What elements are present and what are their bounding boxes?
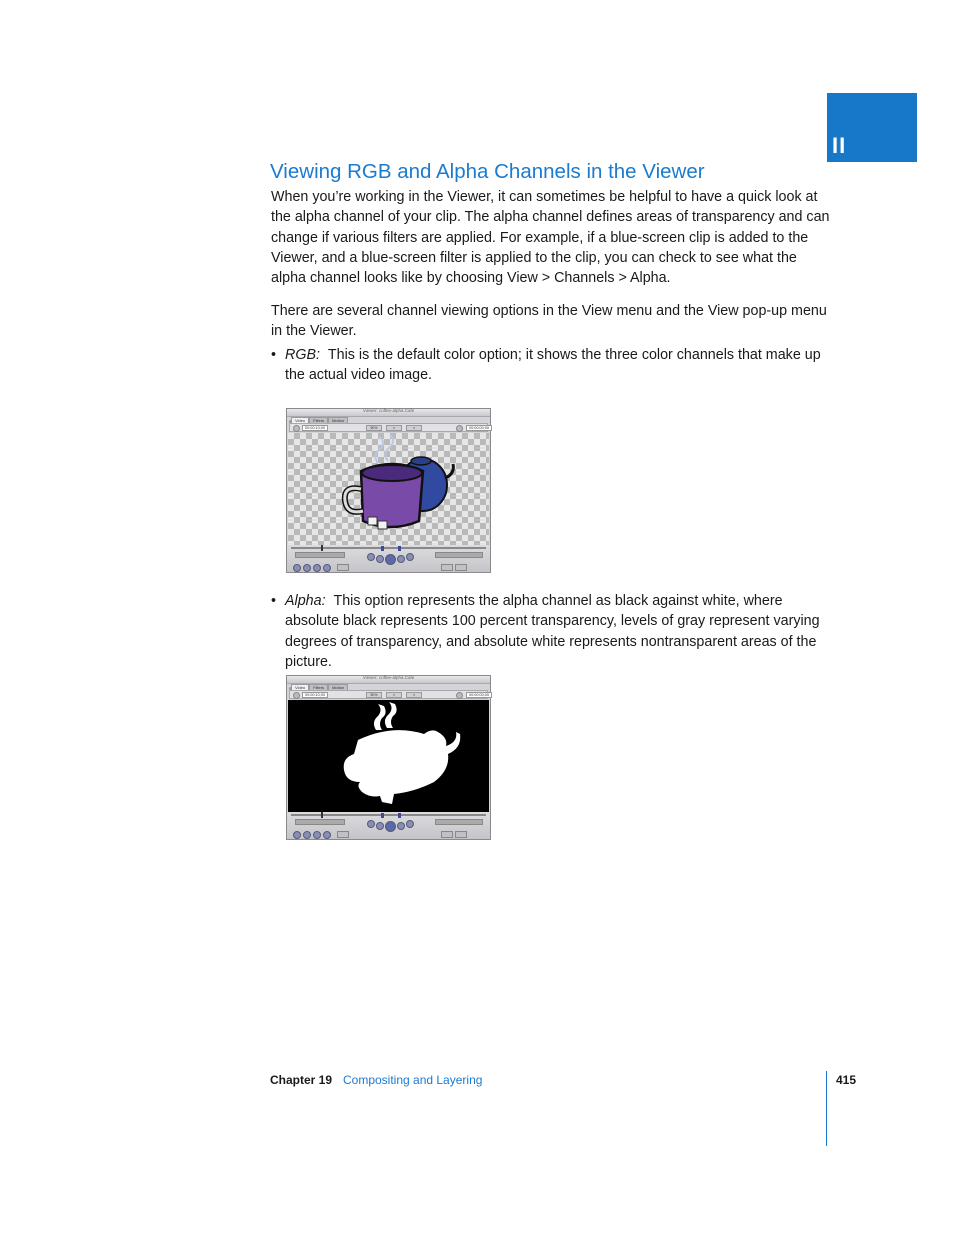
viewer-titlebar [287, 409, 490, 417]
coffee-cup-image [288, 433, 489, 545]
bullet-symbol: • [271, 593, 277, 609]
tab-filters[interactable]: Filters [309, 417, 328, 424]
add-marker-button[interactable] [323, 831, 331, 839]
mark-in-out-button[interactable] [337, 564, 349, 571]
footer-divider [826, 1071, 827, 1146]
mark-clip-button[interactable] [303, 831, 311, 839]
bullet-description: This is the default color option; it shows the three color channels that make up the actual video image. [285, 347, 821, 384]
mark-in-out-button[interactable] [337, 831, 349, 838]
audio-knob-icon[interactable] [293, 692, 300, 699]
match-frame-button[interactable] [293, 564, 301, 572]
recent-clips-button[interactable] [441, 831, 453, 838]
generator-button[interactable] [455, 831, 467, 838]
play-in-to-out-button[interactable] [367, 553, 375, 561]
footer-chapter-label: Chapter 19 [270, 1073, 333, 1087]
steam-icon [375, 437, 383, 463]
scrubber-bar[interactable] [291, 814, 486, 816]
steam-matte [374, 704, 386, 730]
play-in-to-out-button[interactable] [367, 820, 375, 828]
page-number: 415 [836, 1073, 857, 1087]
duration-timecode[interactable]: 00:00:10;00 [302, 692, 328, 698]
part-tab [827, 93, 917, 162]
view-options-popup[interactable]: ≡ [406, 425, 422, 431]
out-point-marker[interactable] [398, 546, 401, 551]
in-point-marker[interactable] [381, 546, 384, 551]
shuttle-control[interactable] [295, 552, 345, 558]
view-popup[interactable]: ≡ [386, 425, 402, 431]
viewer-titlebar [287, 676, 490, 684]
view-options-popup[interactable]: ≡ [406, 692, 422, 698]
scrubber-bar[interactable] [291, 547, 486, 549]
view-popup[interactable]: ≡ [386, 692, 402, 698]
previous-edit-button[interactable] [376, 822, 384, 830]
next-edit-button[interactable] [397, 555, 405, 563]
video-canvas-rgb [288, 433, 489, 545]
bullet-term: Alpha: [285, 593, 326, 609]
generator-button[interactable] [455, 564, 467, 571]
jog-control[interactable] [435, 552, 483, 558]
play-around-button[interactable] [406, 820, 414, 828]
tab-video[interactable]: Video [291, 417, 309, 424]
add-keyframe-button[interactable] [313, 564, 321, 572]
viewer-transport-controls [287, 812, 490, 839]
current-timecode[interactable]: 00:00:00;00 [466, 425, 492, 431]
play-around-button[interactable] [406, 553, 414, 561]
bullet-text [285, 591, 831, 672]
shuttle-control[interactable] [295, 819, 345, 825]
duration-timecode[interactable]: 00:00:10;00 [302, 425, 328, 431]
viewer-transport-controls [287, 545, 490, 572]
in-point-marker[interactable] [381, 813, 384, 818]
sugar-cube-icon [368, 517, 377, 525]
out-point-marker[interactable] [398, 813, 401, 818]
next-edit-button[interactable] [397, 822, 405, 830]
audio-knob-icon[interactable] [293, 425, 300, 432]
playhead[interactable] [321, 545, 323, 551]
playhead[interactable] [321, 812, 323, 818]
play-button[interactable] [385, 821, 396, 832]
recent-clips-button[interactable] [441, 564, 453, 571]
cup-matte [344, 730, 461, 804]
zoom-popup[interactable]: 50% [366, 425, 382, 431]
tab-video[interactable]: Video [291, 684, 309, 691]
viewer-toolbar [289, 423, 488, 432]
options-paragraph: There are several channel viewing options in the View menu and the View pop-up menu in the Viewer. [271, 303, 827, 340]
add-keyframe-button[interactable] [313, 831, 321, 839]
add-marker-button[interactable] [323, 564, 331, 572]
sugar-cube-icon [378, 521, 387, 529]
play-button[interactable] [385, 554, 396, 565]
video-canvas-alpha [288, 700, 489, 812]
match-frame-button[interactable] [293, 831, 301, 839]
tab-filters[interactable]: Filters [309, 684, 328, 691]
footer-section-link[interactable]: Compositing and Layering [343, 1073, 483, 1087]
viewer-screenshot-alpha [286, 675, 491, 840]
viewer-window-title: Viewer: coffee-alpha.Cafe [362, 408, 415, 413]
viewer-window-title: Viewer: coffee-alpha.Cafe [362, 675, 415, 680]
tab-motion[interactable]: Motion [328, 684, 348, 691]
steam-matte [385, 702, 397, 728]
mark-clip-button[interactable] [303, 564, 311, 572]
alpha-matte-image [288, 700, 489, 812]
previous-edit-button[interactable] [376, 555, 384, 563]
playhead-knob-icon[interactable] [456, 425, 463, 432]
playhead-knob-icon[interactable] [456, 692, 463, 699]
bullet-text [285, 345, 831, 386]
current-timecode[interactable]: 00:00:00;00 [466, 692, 492, 698]
bullet-description: This option represents the alpha channel as black against white, where absolute black represents 100 percent transparency, levels of gray represent varying degrees of transparency, and absolute white represents nontransparent areas of the picture. [285, 593, 820, 670]
viewer-toolbar [289, 690, 488, 699]
intro-paragraph: When you’re working in the Viewer, it can sometimes be helpful to have a quick look at the alpha channel of your clip. The alpha channel defines areas of transparency and can change if various filters are applied. For example, if a blue-screen clip is added to the Viewer, and a blue-screen filter is applied to the clip, you can check to see what the alpha channel looks like by choosing View > Channels > Alpha. [271, 189, 830, 287]
tab-motion[interactable]: Motion [328, 417, 348, 424]
jog-control[interactable] [435, 819, 483, 825]
steam-icon [385, 435, 393, 461]
part-tab-label: II [832, 133, 847, 158]
zoom-popup[interactable]: 50% [366, 692, 382, 698]
viewer-screenshot-rgb [286, 408, 491, 573]
bullet-term: RGB: [285, 347, 320, 363]
section-title: Viewing RGB and Alpha Channels in the Viewer [270, 160, 705, 183]
bullet-symbol: • [271, 347, 277, 363]
